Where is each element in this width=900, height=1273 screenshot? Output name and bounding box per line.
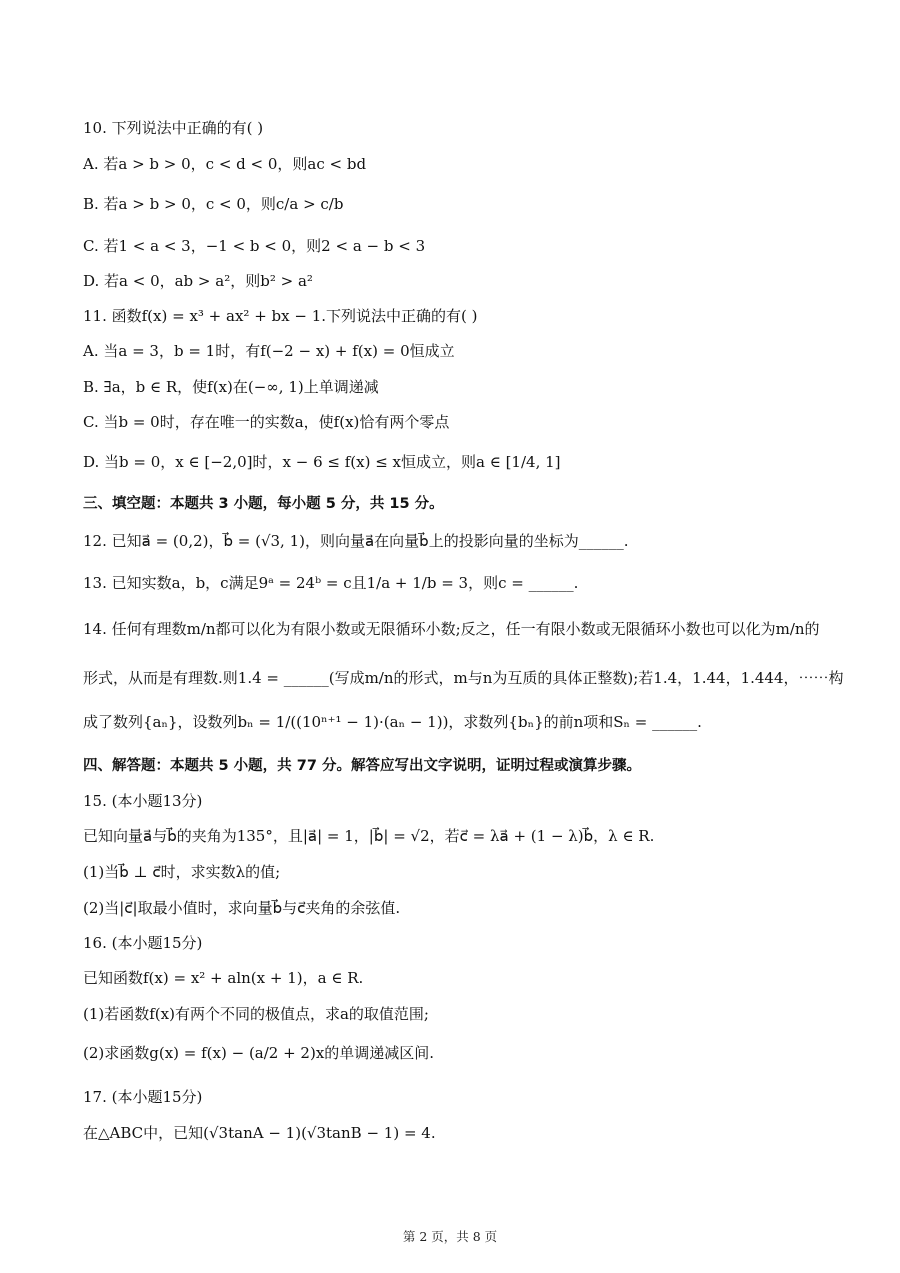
question-10-option-b: B. 若a > b > 0，c < 0，则c/a > c/b — [83, 195, 344, 213]
question-17-line-1: 在△ABC中，已知(√3tanA − 1)(√3tanB − 1) = 4. — [83, 1124, 436, 1142]
question-10-stem: 10. 下列说法中正确的有( ) — [83, 119, 264, 137]
question-16-line-3: (2)求函数g(x) = f(x) − (a/2 + 2)x的单调递减区间. — [83, 1044, 435, 1062]
question-15-line-1: 已知向量a⃗与b⃗的夹角为135°，且|a⃗| = 1，|b⃗| = √2，若c⃗ = λa⃗ + (1 − λ)b⃗，λ ∈ R. — [83, 827, 655, 845]
question-12: 12. 已知a⃗ = (0,2)，b⃗ = (√3, 1)，则向量a⃗在向量b⃗上的投影向量的坐标为______. — [83, 532, 629, 550]
question-16-line-1: 已知函数f(x) = x² + aln(x + 1)，a ∈ R. — [83, 969, 364, 987]
question-15-line-3: (2)当|c⃗|取最小值时，求向量b⃗与c⃗夹角的余弦值. — [83, 899, 401, 917]
question-10-option-a: A. 若a > b > 0，c < d < 0，则ac < bd — [83, 155, 367, 173]
question-11-option-a: A. 当a = 3，b = 1时，有f(−2 − x) + f(x) = 0恒成立 — [83, 342, 455, 360]
page-footer: 第 2 页，共 8 页 — [402, 1229, 498, 1244]
question-16-header: 16. (本小题15分) — [83, 934, 203, 952]
section-3-heading: 三、填空题：本题共 3 小题，每小题 5 分，共 15 分。 — [83, 496, 444, 512]
section-4-heading: 四、解答题：本题共 5 小题，共 77 分。解答应写出文字说明，证明过程或演算步骤。 — [83, 758, 641, 774]
question-10-option-d: D. 若a < 0，ab > a²，则b² > a² — [83, 272, 313, 290]
question-15-line-2: (1)当b⃗ ⊥ c⃗时，求实数λ的值; — [83, 863, 281, 881]
question-13: 13. 已知实数a，b，c满足9ᵃ = 24ᵇ = c且1/a + 1/b = 3，则c = ______. — [83, 574, 579, 592]
question-11-option-c: C. 当b = 0时，存在唯一的实数a，使f(x)恰有两个零点 — [83, 413, 450, 431]
question-14-line-2: 形式，从而是有理数.则1.4̇ = ______(写成m/n的形式，m与n为互质的具体正整数);若1.4，1.44，1.444，⋯⋯构 — [83, 669, 844, 687]
question-16-line-2: (1)若函数f(x)有两个不同的极值点，求a的取值范围; — [83, 1005, 429, 1023]
question-11-option-b: B. ∃a，b ∈ R，使f(x)在(−∞, 1)上单调递减 — [83, 378, 379, 396]
question-17-header: 17. (本小题15分) — [83, 1088, 203, 1106]
question-11-option-d: D. 当b = 0，x ∈ [−2,0]时，x − 6 ≤ f(x) ≤ x恒成立，则a ∈ [1/4, 1] — [83, 453, 561, 471]
question-10-option-c: C. 若1 < a < 3，−1 < b < 0，则2 < a − b < 3 — [83, 237, 426, 255]
question-14-line-1: 14. 任何有理数m/n都可以化为有限小数或无限循环小数;反之，任一有限小数或无限循环小数也可以化为m/n的 — [83, 620, 820, 638]
question-11-stem: 11. 函数f(x) = x³ + ax² + bx − 1.下列说法中正确的有( ) — [83, 307, 478, 325]
question-15-header: 15. (本小题13分) — [83, 792, 203, 810]
question-14-line-3: 成了数列{aₙ}，设数列bₙ = 1/((10ⁿ⁺¹ − 1)·(aₙ − 1))，求数列{bₙ}的前n项和Sₙ = ______. — [83, 713, 702, 731]
